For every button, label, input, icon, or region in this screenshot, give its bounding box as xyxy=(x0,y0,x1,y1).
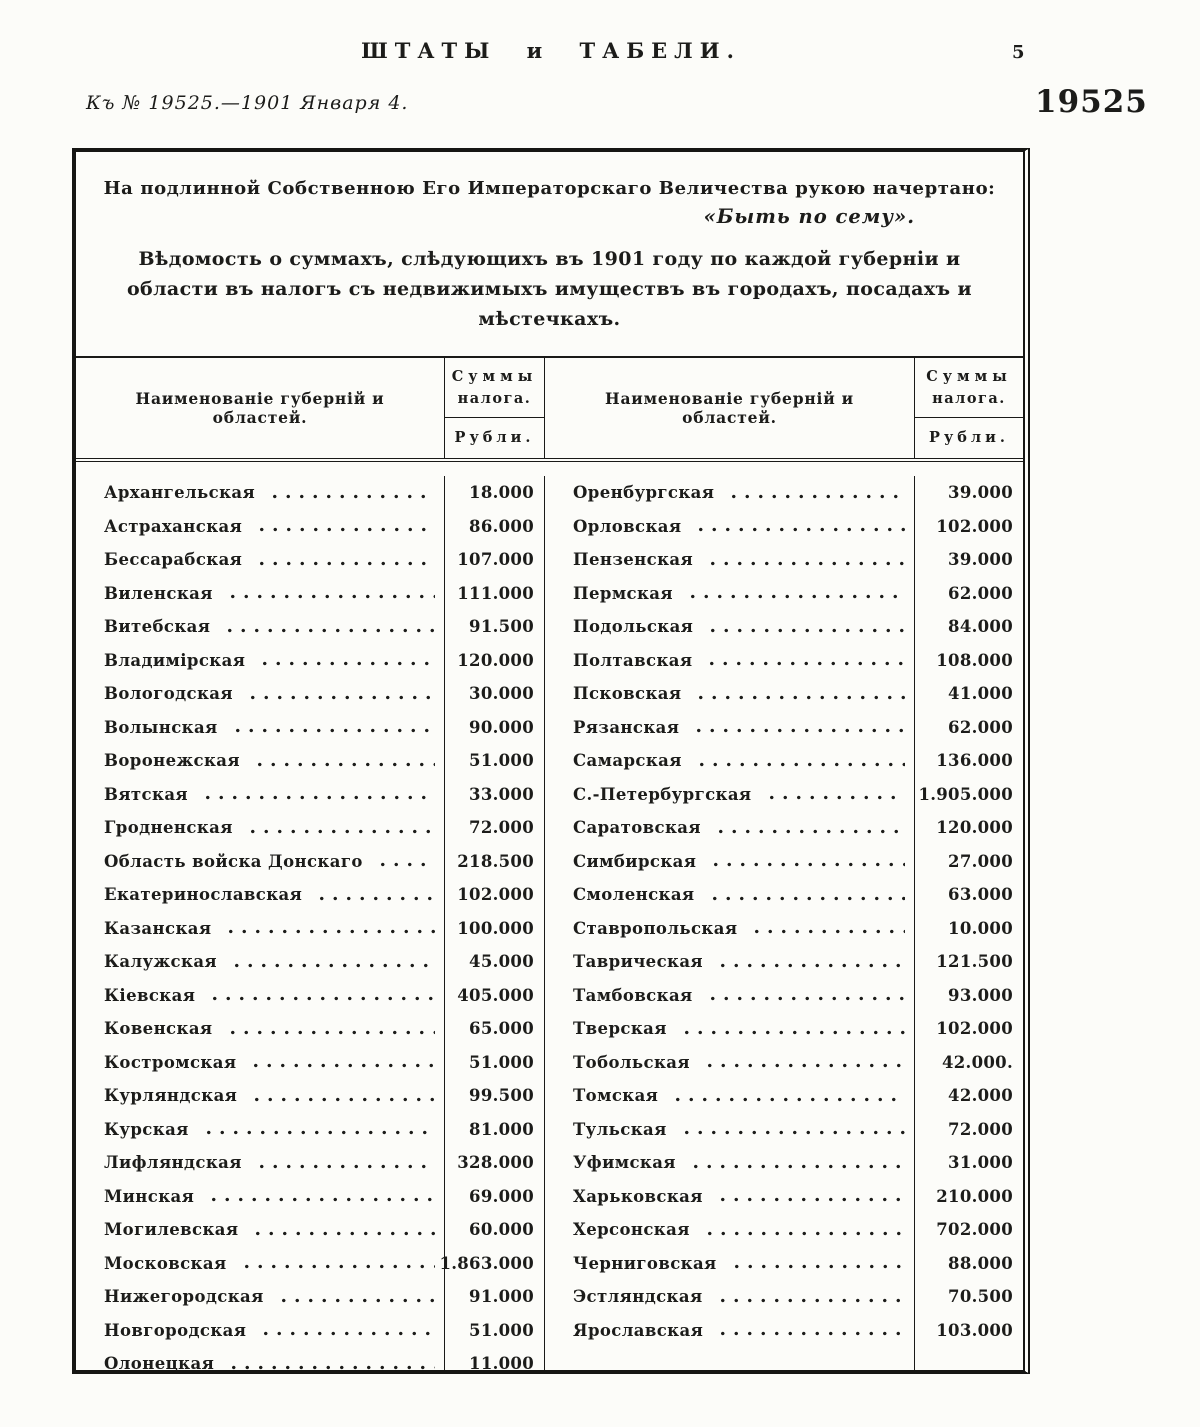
tax-amount: 84.000 xyxy=(948,617,1013,637)
dotted-leader xyxy=(684,577,905,611)
sum-header-title xyxy=(445,358,544,417)
province-name: Витебская xyxy=(104,617,211,637)
dotted-leader xyxy=(701,1213,905,1247)
dotted-leader xyxy=(678,1113,905,1147)
tax-amount: 103.000 xyxy=(936,1320,1013,1340)
tax-amount: 72.000 xyxy=(948,1119,1013,1139)
table-row xyxy=(76,1079,444,1113)
table-row xyxy=(545,1247,914,1281)
dotted-leader xyxy=(313,878,435,912)
table-row xyxy=(76,577,444,611)
dotted-leader xyxy=(251,744,435,778)
province-name: Полтавская xyxy=(573,650,693,670)
table-row xyxy=(545,1146,914,1180)
table-row xyxy=(76,945,444,979)
province-name: Астраханская xyxy=(104,516,243,536)
table-row xyxy=(76,979,444,1013)
tax-amount: 45.000 xyxy=(469,952,534,972)
province-name: Калужская xyxy=(104,952,218,972)
tax-amount: 102.000 xyxy=(457,885,534,905)
page-number: 5 xyxy=(1012,42,1025,63)
imperial-resolution: «Быть по сему». xyxy=(703,205,915,228)
document-reference: Къ № 19525.—1901 Января 4. xyxy=(86,92,409,114)
table-row xyxy=(545,1314,914,1348)
dotted-leader xyxy=(228,945,435,979)
province-name: Таврическая xyxy=(573,952,704,972)
table-row xyxy=(76,1213,444,1247)
province-name: Тульская xyxy=(573,1119,667,1139)
table-row xyxy=(545,677,914,711)
tax-amount: 62.000 xyxy=(948,717,1013,737)
province-name: Орловская xyxy=(573,516,682,536)
dotted-leader xyxy=(257,1314,435,1348)
dotted-leader xyxy=(253,510,435,544)
table-row xyxy=(545,778,914,812)
tax-amount: 100.000 xyxy=(457,918,534,938)
column-header-sums-right xyxy=(915,358,1023,458)
column-header-label: Наименованіе губерній и областей. xyxy=(135,389,385,427)
tax-amount: 42.000 xyxy=(948,1086,1013,1106)
column-header-sums-left xyxy=(445,358,545,458)
dotted-leader xyxy=(248,1079,435,1113)
province-name: Тобольская xyxy=(573,1052,690,1072)
province-name: Московская xyxy=(104,1253,227,1273)
table-row xyxy=(545,845,914,879)
province-name: Волынская xyxy=(104,717,218,737)
tax-amount: 33.000 xyxy=(469,784,534,804)
dotted-leader xyxy=(224,1012,436,1046)
dotted-leader xyxy=(249,1213,435,1247)
sum-column-right xyxy=(915,476,1023,1370)
tax-amount: 51.000 xyxy=(469,751,534,771)
tax-amount: 51.000 xyxy=(469,1320,534,1340)
dotted-leader xyxy=(238,1247,435,1281)
tax-amount: 121.500 xyxy=(936,952,1013,972)
province-name: Вологодская xyxy=(104,684,233,704)
table-row xyxy=(76,1180,444,1214)
table-row xyxy=(545,510,914,544)
table-row xyxy=(545,1213,914,1247)
document-frame xyxy=(72,148,1030,1374)
dotted-leader xyxy=(687,1146,905,1180)
table-row xyxy=(76,1347,444,1381)
table-row xyxy=(545,577,914,611)
tax-amount: 93.000 xyxy=(948,985,1013,1005)
province-name: Область войска Донскаго xyxy=(104,851,363,871)
province-name: Рязанская xyxy=(573,717,680,737)
sum-header-line2: налога. xyxy=(932,389,1006,407)
table-row xyxy=(545,945,914,979)
province-name: Вятская xyxy=(104,784,189,804)
table-row xyxy=(545,1180,914,1214)
table-row xyxy=(76,912,444,946)
dotted-leader xyxy=(728,1247,905,1281)
province-name: Новгородская xyxy=(104,1320,247,1340)
dotted-leader xyxy=(690,711,905,745)
province-name: Уфимская xyxy=(573,1153,676,1173)
tax-amount: 405.000 xyxy=(457,985,534,1005)
province-name: Нижегородская xyxy=(104,1287,264,1307)
province-name: Екатеринославская xyxy=(104,885,303,905)
province-name: Черниговская xyxy=(573,1253,717,1273)
tax-amount: 102.000 xyxy=(936,1019,1013,1039)
province-name: Саратовская xyxy=(573,818,701,838)
dotted-leader xyxy=(221,610,435,644)
table-row xyxy=(545,1046,914,1080)
sum-header-title xyxy=(915,358,1023,417)
province-name: Симбирская xyxy=(573,851,697,871)
province-name: Ярославская xyxy=(573,1320,704,1340)
tax-amount: 107.000 xyxy=(457,550,534,570)
dotted-leader xyxy=(714,1280,905,1314)
table-row xyxy=(76,1012,444,1046)
tax-amount: 10.000 xyxy=(948,918,1013,938)
dotted-leader xyxy=(714,945,905,979)
province-name: Эстляндская xyxy=(573,1287,703,1307)
table-row xyxy=(545,1113,914,1147)
dotted-leader xyxy=(701,1046,905,1080)
province-name: Ковенская xyxy=(104,1019,213,1039)
tax-amount: 18.000 xyxy=(469,483,534,503)
table-header xyxy=(76,358,1023,462)
sum-header-line1: Суммы xyxy=(926,367,1012,385)
province-name: Олонецкая xyxy=(104,1354,215,1374)
table-row xyxy=(76,1247,444,1281)
dotted-leader xyxy=(253,543,435,577)
dotted-leader xyxy=(200,1113,435,1147)
tax-amount: 70.500 xyxy=(948,1287,1013,1307)
province-name: Оренбургская xyxy=(573,483,715,503)
tax-amount: 91.500 xyxy=(469,617,534,637)
dotted-leader xyxy=(229,711,435,745)
tax-amount: 120.000 xyxy=(457,650,534,670)
table-row xyxy=(76,1280,444,1314)
province-name: Воронежская xyxy=(104,751,240,771)
table-row xyxy=(545,711,914,745)
dotted-leader xyxy=(693,744,905,778)
dotted-leader xyxy=(275,1280,435,1314)
province-name: Самарская xyxy=(573,751,682,771)
dotted-leader xyxy=(266,476,435,510)
tax-amount: 30.000 xyxy=(469,684,534,704)
tax-amount: 81.000 xyxy=(469,1119,534,1139)
province-name: Томская xyxy=(573,1086,659,1106)
table-row xyxy=(545,878,914,912)
tax-amount: 60.000 xyxy=(469,1220,534,1240)
tax-amount: 69.000 xyxy=(469,1186,534,1206)
province-name: Могилевская xyxy=(104,1220,239,1240)
tax-amount: 702.000 xyxy=(936,1220,1013,1240)
document-number: 19525 xyxy=(1035,84,1148,120)
dotted-leader xyxy=(199,778,435,812)
table-row xyxy=(545,1280,914,1314)
dotted-leader xyxy=(374,845,435,879)
dotted-leader xyxy=(704,979,905,1013)
province-name: Подольская xyxy=(573,617,694,637)
dotted-leader xyxy=(256,644,435,678)
table-row xyxy=(76,878,444,912)
dotted-leader xyxy=(222,912,435,946)
province-name: Харьковская xyxy=(573,1186,703,1206)
tax-amount: 328.000 xyxy=(457,1153,534,1173)
tax-amount: 51.000 xyxy=(469,1052,534,1072)
dotted-leader xyxy=(704,610,905,644)
dotted-leader xyxy=(712,811,905,845)
province-name: Пермская xyxy=(573,583,673,603)
province-name: Тамбовская xyxy=(573,985,693,1005)
dotted-leader xyxy=(707,845,905,879)
table-row xyxy=(545,744,914,778)
table-row xyxy=(76,543,444,577)
province-name: Костромская xyxy=(104,1052,237,1072)
province-name: Гродненская xyxy=(104,818,233,838)
table-row xyxy=(76,644,444,678)
province-name: Смоленская xyxy=(573,885,695,905)
dotted-leader xyxy=(706,878,905,912)
province-name: Минская xyxy=(104,1186,195,1206)
tax-amount: 90.000 xyxy=(469,717,534,737)
table-row xyxy=(545,543,914,577)
tax-amount: 99.500 xyxy=(469,1086,534,1106)
page-title: ШТАТЫ и ТАБЕЛИ. xyxy=(361,38,741,63)
dotted-leader xyxy=(253,1146,435,1180)
statement-title: Вѣдомость о суммахъ, слѣдующихъ въ 1901 году по каждой губерніи и области въ налогъ съ недвижимыхъ имуществъ въ городахъ, посадахъ и мѣстечкахъ. xyxy=(126,248,973,330)
table-row xyxy=(76,677,444,711)
province-name: Бессарабская xyxy=(104,550,243,570)
province-name: Ставропольская xyxy=(573,918,738,938)
table-row xyxy=(76,1046,444,1080)
province-name: Архангельская xyxy=(104,483,256,503)
tax-amount: 88.000 xyxy=(948,1253,1013,1273)
dotted-leader xyxy=(244,811,435,845)
column-header-provinces-right xyxy=(545,358,915,458)
dotted-leader xyxy=(748,912,905,946)
table-row xyxy=(545,610,914,644)
province-name: Курляндская xyxy=(104,1086,238,1106)
tax-amount: 31.000 xyxy=(948,1153,1013,1173)
tax-amount: 62.000 xyxy=(948,583,1013,603)
table-row xyxy=(76,510,444,544)
dotted-leader xyxy=(224,577,435,611)
table-row xyxy=(545,979,914,1013)
dotted-leader xyxy=(206,979,435,1013)
tax-amount: 111.000 xyxy=(457,583,534,603)
dotted-leader xyxy=(763,778,905,812)
tax-amount: 120.000 xyxy=(936,818,1013,838)
table-row xyxy=(545,1012,914,1046)
tax-amount: 86.000 xyxy=(469,516,534,536)
dotted-leader xyxy=(714,1180,905,1214)
tax-amount: 1.863.000 xyxy=(439,1253,534,1273)
tax-amount: 39.000 xyxy=(948,483,1013,503)
dotted-leader xyxy=(225,1347,435,1381)
tax-amount: 63.000 xyxy=(948,885,1013,905)
tax-amount: 27.000 xyxy=(948,851,1013,871)
province-name: Херсонская xyxy=(573,1220,690,1240)
dotted-leader xyxy=(692,510,905,544)
province-name: Владимірская xyxy=(104,650,246,670)
tax-table xyxy=(76,356,1023,1374)
province-name: Псковская xyxy=(573,684,682,704)
tax-amount: 218.500 xyxy=(457,851,534,871)
sum-unit-label: Рубли. xyxy=(454,429,535,447)
imperial-inscription: На подлинной Собственною Его Императорскаго Величества рукою начертано: xyxy=(103,178,996,199)
table-row xyxy=(76,778,444,812)
province-name: Казанская xyxy=(104,918,212,938)
tax-amount: 41.000 xyxy=(948,684,1013,704)
table-row xyxy=(545,476,914,510)
sum-header-line2: налога. xyxy=(457,389,532,407)
province-name: Кіевская xyxy=(104,985,196,1005)
table-row xyxy=(545,644,914,678)
table-row xyxy=(76,711,444,745)
table-body xyxy=(76,462,1023,1374)
province-name: Курская xyxy=(104,1119,189,1139)
tax-amount: 11.000 xyxy=(469,1354,534,1374)
dotted-leader xyxy=(205,1180,435,1214)
table-row xyxy=(76,811,444,845)
province-name: Лифляндская xyxy=(104,1153,242,1173)
table-row xyxy=(76,1113,444,1147)
column-header-provinces-left xyxy=(76,358,445,458)
province-column-right xyxy=(545,476,915,1370)
tax-amount: 42.000. xyxy=(942,1052,1013,1072)
column-header-label: Наименованіе губерній и областей. xyxy=(605,389,854,427)
dotted-leader xyxy=(703,644,905,678)
dotted-leader xyxy=(725,476,905,510)
tax-amount: 72.000 xyxy=(469,818,534,838)
sum-header-line1: Суммы xyxy=(451,367,538,385)
province-name: С.-Петербургская xyxy=(573,784,752,804)
table-row xyxy=(76,1314,444,1348)
sum-column-left xyxy=(439,476,545,1374)
dotted-leader xyxy=(714,1314,905,1348)
dotted-leader xyxy=(669,1079,905,1113)
table-row xyxy=(76,1146,444,1180)
province-name: Виленская xyxy=(104,583,213,603)
dotted-leader xyxy=(692,677,905,711)
table-row xyxy=(76,610,444,644)
tax-amount: 91.000 xyxy=(469,1287,534,1307)
table-row xyxy=(545,1079,914,1113)
dotted-leader xyxy=(704,543,905,577)
tax-amount: 39.000 xyxy=(948,550,1013,570)
province-name: Пензенская xyxy=(573,550,694,570)
table-row xyxy=(76,845,444,879)
tax-amount: 102.000 xyxy=(936,516,1013,536)
tax-amount: 108.000 xyxy=(936,650,1013,670)
dotted-leader xyxy=(247,1046,435,1080)
tax-amount: 1.905.000 xyxy=(918,784,1013,804)
table-row xyxy=(545,811,914,845)
table-row xyxy=(76,476,444,510)
tax-amount: 136.000 xyxy=(936,751,1013,771)
province-column-left xyxy=(76,476,445,1374)
dotted-leader xyxy=(678,1012,905,1046)
tax-amount: 210.000 xyxy=(936,1186,1013,1206)
sum-unit-label: Рубли. xyxy=(929,429,1009,447)
dotted-leader xyxy=(244,677,435,711)
table-row xyxy=(545,912,914,946)
province-name: Тверская xyxy=(573,1019,667,1039)
tax-amount: 65.000 xyxy=(469,1019,534,1039)
table-row xyxy=(76,744,444,778)
